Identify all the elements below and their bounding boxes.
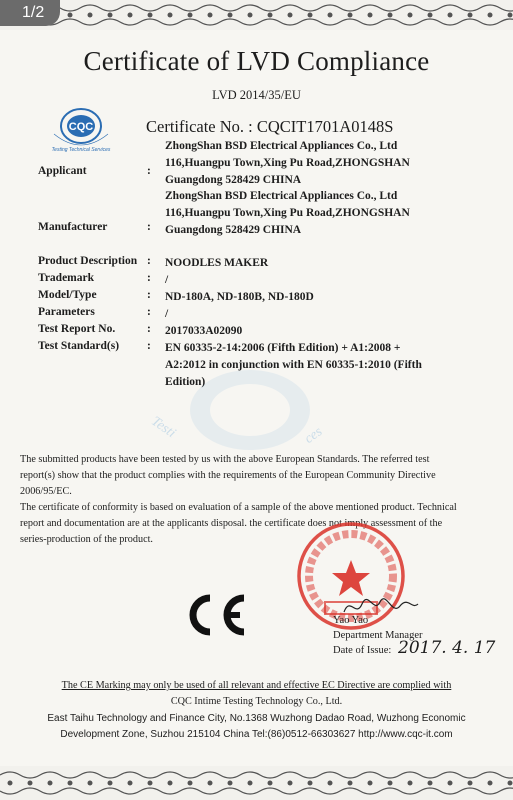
paragraph-line: 2006/95/EC. (20, 486, 72, 498)
certificate-title: Certificate of LVD Compliance (83, 46, 430, 76)
parameters-label: Parameters (38, 306, 95, 318)
product-colon: : (147, 255, 151, 267)
applicant-value (165, 138, 465, 189)
paragraph-line: series-production of the product. (20, 534, 153, 546)
manufacturer-line: Guangdong 528429 CHINA (165, 224, 302, 236)
watermark-text-right: ces (302, 424, 326, 447)
applicant-line: Guangdong 528429 CHINA (165, 174, 302, 186)
model-value: ND-180A, ND-180B, ND-180D (165, 291, 314, 303)
footer-address-line-1: East Taihu Technology and Finance City, No.1368 Wuzhong Dadao Road, Wuzhong Economic (47, 713, 466, 724)
model-label: Model/Type (38, 289, 97, 301)
paragraph-line: report(s) show that the product complies with the requirements of the European Community Directive (20, 470, 436, 482)
page-counter-badge: 1/2 (0, 0, 60, 26)
bottom-border-pattern (0, 766, 513, 800)
cqc-logo-ring-text: Testing Technical Services (51, 147, 111, 153)
date-of-issue-label: Date of Issue: (333, 645, 392, 656)
paragraph-line: The submitted products have been tested by us with the above European Standards. The referred test (20, 454, 430, 465)
parameters-colon: : (147, 306, 151, 318)
certificate-number: Certificate No. : CQCIT1701A0148S (146, 117, 394, 136)
footer-company: CQC Intime Testing Technology Co., Ltd. (170, 696, 343, 707)
conformity-paragraph (20, 500, 500, 549)
manufacturer-value (165, 188, 465, 239)
applicant-colon: : (147, 165, 151, 177)
manufacturer-colon: : (147, 221, 151, 233)
cqc-logo-icon (46, 104, 116, 154)
paragraph-line: The certificate of conformity is based on evaluation of a sample of the above mentioned product. Technical (20, 502, 457, 513)
standards-line: A2:2012 in conjunction with EN 60335-1:2010 (Fifth (165, 359, 422, 371)
signatory-name: Yao Yao (333, 615, 369, 626)
parameters-value: / (165, 308, 169, 320)
standards-label: Test Standard(s) (38, 340, 120, 352)
standards-colon: : (147, 340, 151, 352)
footer-address-line-2: Development Zone, Suzhou 215104 China Tel:(86)0512-66303627 http://www.cqc-it.com (60, 729, 453, 740)
standards-line: Edition) (165, 376, 206, 388)
applicant-line: ZhongShan BSD Electrical Appliances Co., Ltd (165, 140, 398, 152)
standards-line: EN 60335-2-14:2006 (Fifth Edition) + A1:2008 + (165, 342, 401, 354)
applicant-line: 116,Huangpu Town,Xing Pu Road,ZHONGSHAN (165, 157, 410, 169)
report-colon: : (147, 323, 151, 335)
paragraph-line: report and documentation are at the applicants disposal. the certificate does not imply assessment of the (20, 518, 443, 530)
product-label: Product Description (38, 255, 138, 267)
compliance-paragraph (20, 452, 500, 501)
trademark-colon: : (147, 272, 151, 284)
manufacturer-line: 116,Huangpu Town,Xing Pu Road,ZHONGSHAN (165, 207, 410, 219)
product-value: NOODLES MAKER (165, 257, 269, 269)
manufacturer-line: ZhongShan BSD Electrical Appliances Co., Ltd (165, 190, 398, 202)
directive-subtitle: LVD 2014/35/EU (212, 88, 301, 102)
manufacturer-label: Manufacturer (38, 221, 108, 233)
report-value: 2017033A02090 (165, 325, 243, 337)
top-border-pattern (0, 0, 513, 30)
model-colon: : (147, 289, 151, 301)
cqc-logo-mark: CQC (68, 121, 94, 133)
ce-marking-note: The CE Marking may only be used of all relevant and effective EC Directive are complied with (61, 680, 452, 691)
date-of-issue-value: 2017. 4. 17 (398, 638, 496, 658)
trademark-value: / (165, 274, 169, 286)
report-label: Test Report No. (38, 323, 116, 335)
ce-mark-icon (180, 590, 250, 640)
signatory-title: Department Manager (333, 630, 423, 641)
applicant-label: Applicant (38, 165, 87, 177)
trademark-label: Trademark (38, 272, 95, 284)
watermark-text-left: Testi (148, 414, 179, 442)
